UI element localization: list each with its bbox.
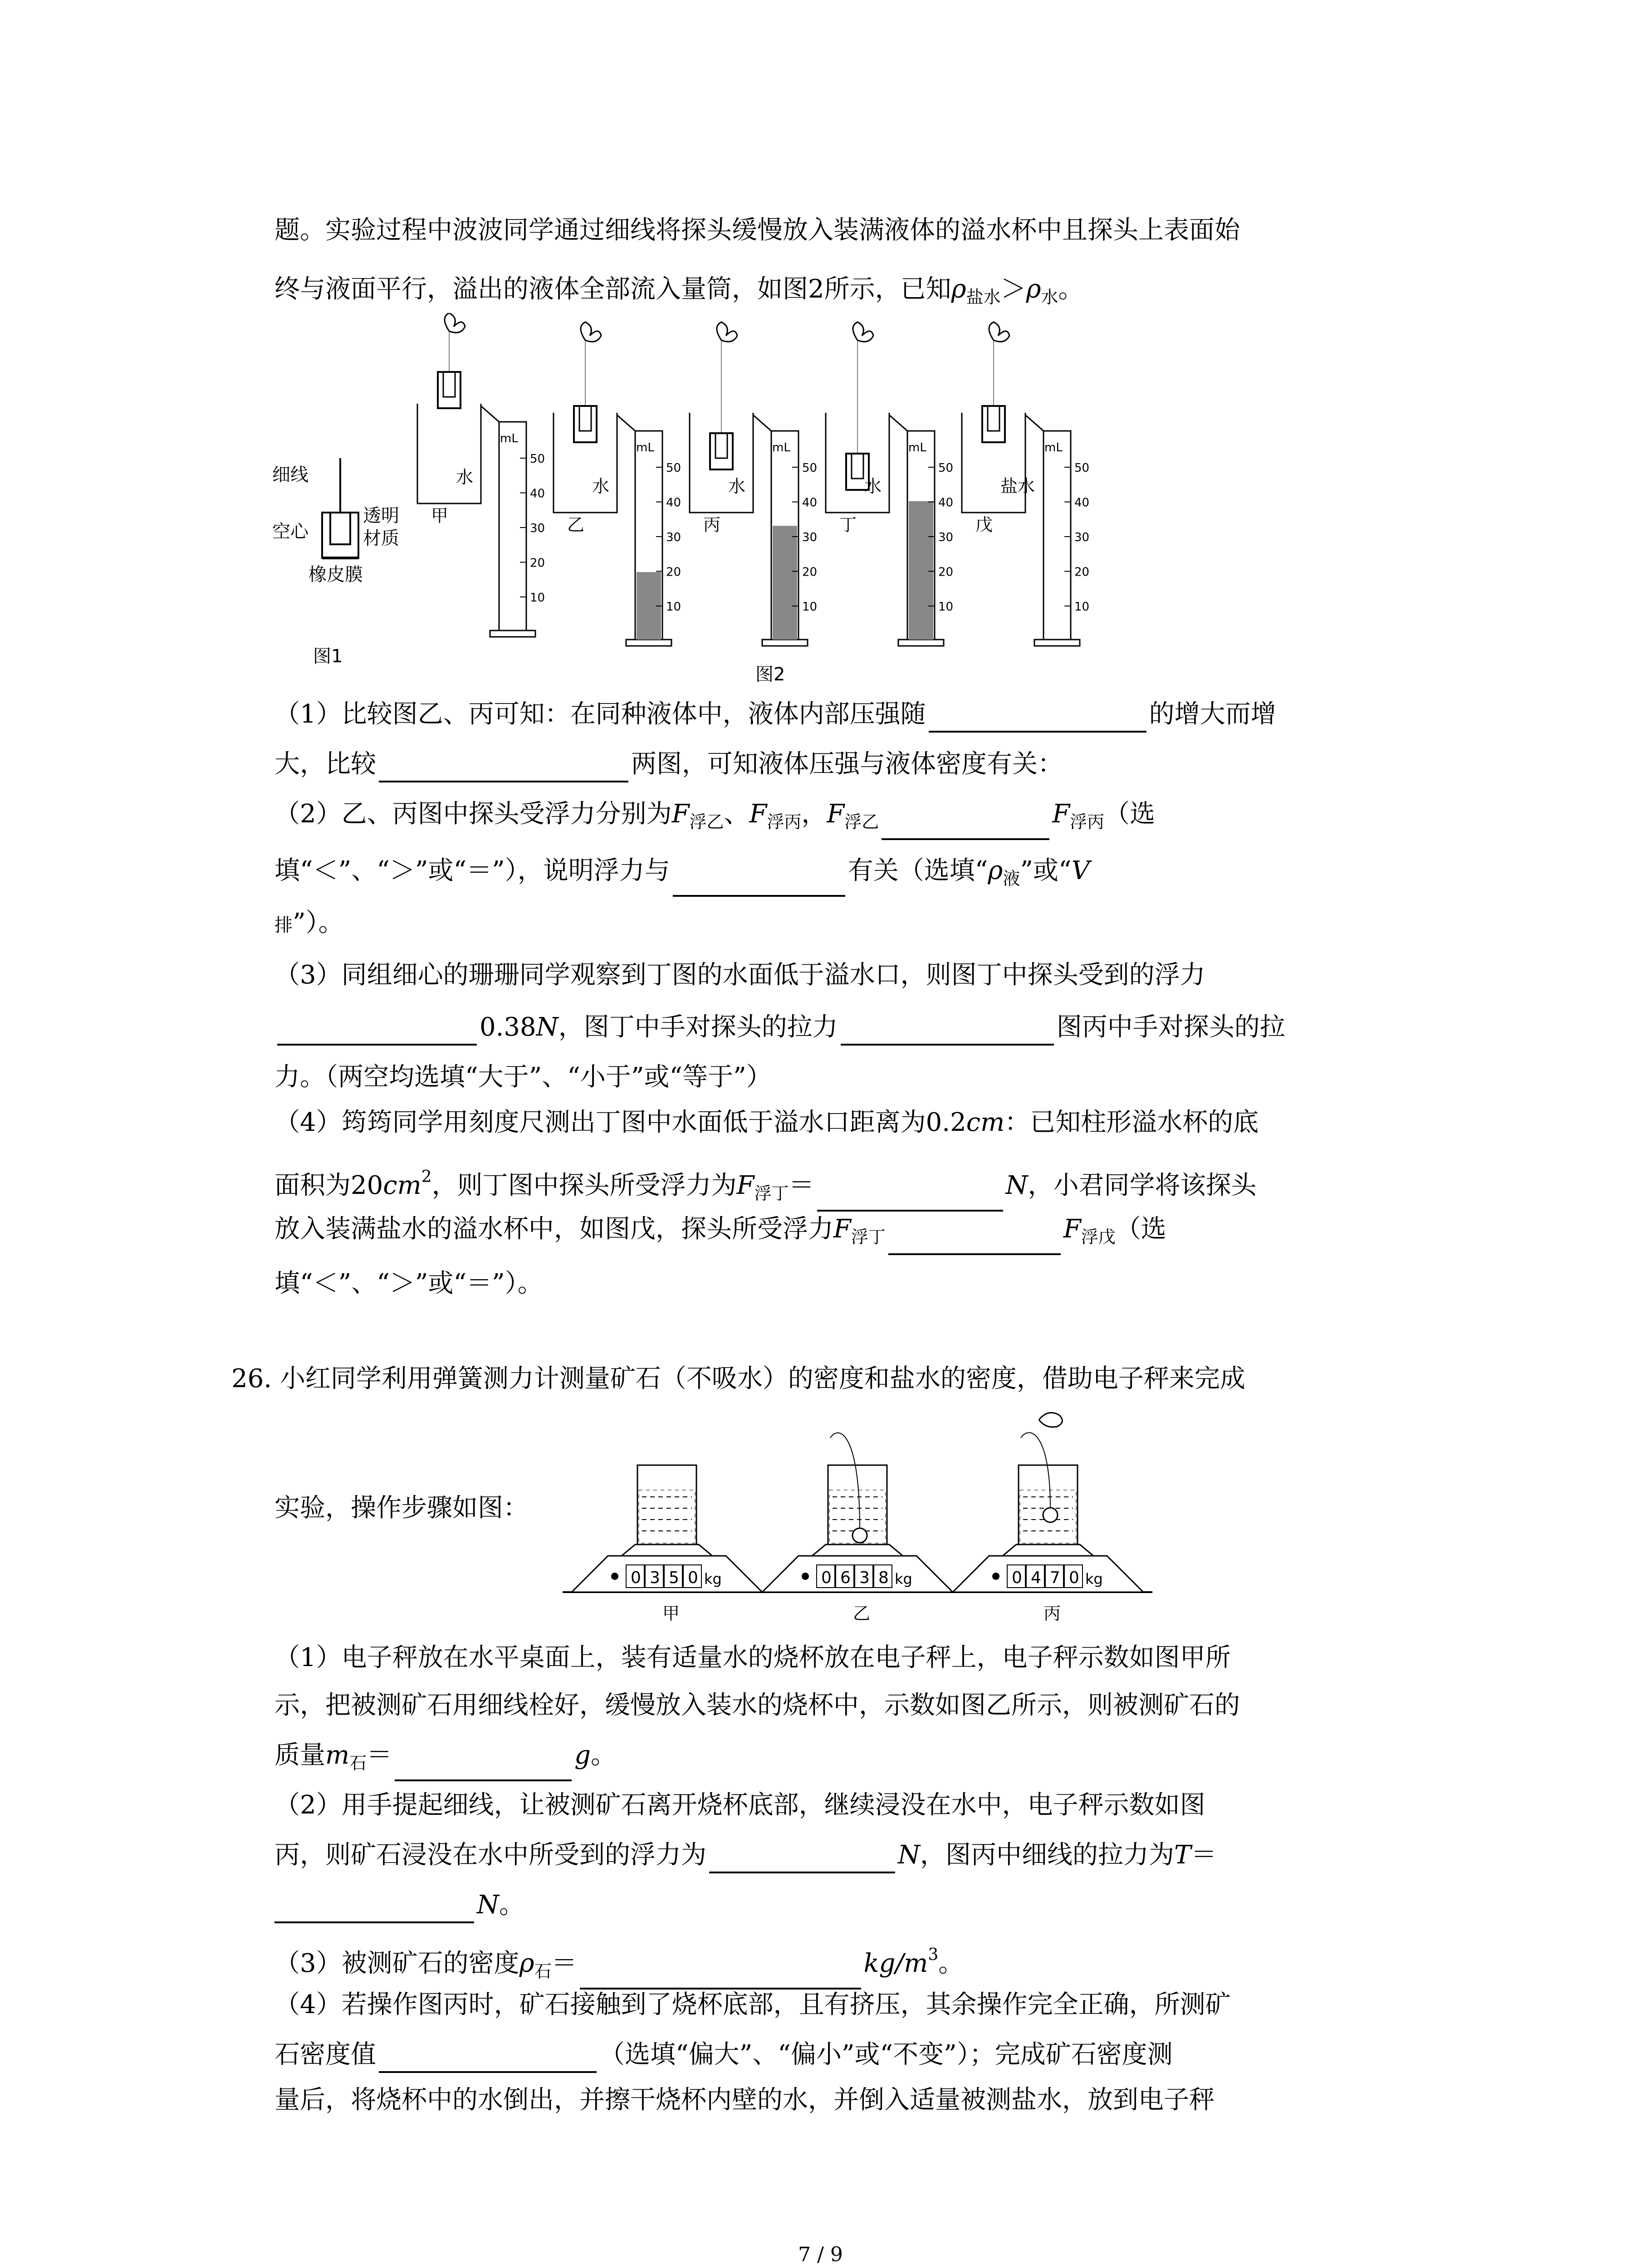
fig2-tick-label-1-1: 40 xyxy=(666,496,681,510)
fig1-caption: 图1 xyxy=(313,646,343,667)
q26-panel-name-0: 甲 xyxy=(662,1603,680,1623)
fig2-spout-0 xyxy=(481,406,499,422)
q25-part2-line3: 排”）。 xyxy=(274,908,344,938)
figure-q26-svg xyxy=(563,1406,1152,1633)
q25-part2-line1: （2）乙、丙图中探头受浮力分别为$F_{浮乙}$、$F_{浮丙}$，$F_{浮乙}$ $F_{浮丙}$（选 xyxy=(274,796,1155,840)
q25-blank-1[interactable] xyxy=(929,704,1146,733)
fig2-beaker-4 xyxy=(962,413,1025,513)
q25-part4-line3: 放入装满盐水的溢水杯中，如图戊，探头所受浮力$F_{浮丁}$ $F_{浮戊}$（选 xyxy=(274,1211,1166,1255)
fig2-beaker-0 xyxy=(417,404,481,503)
fig2-probe-hollow-1 xyxy=(579,406,591,431)
fig2-panel-name-2: 丙 xyxy=(703,515,721,535)
fig2-tick-label-2-4: 10 xyxy=(802,600,818,614)
q26-part4-line2: 石密度值 （选填“偏大”、“偏小”或“不变”）；完成矿石密度测 xyxy=(274,2037,1173,2073)
q26-scale-1 xyxy=(762,1556,953,1592)
fig2-cylinder-unit-0: mL xyxy=(500,432,518,445)
fig2-cylinder-base-4 xyxy=(1034,640,1080,646)
q25-blank-4[interactable] xyxy=(673,868,845,897)
fig2-tick-label-0-3: 20 xyxy=(530,556,545,570)
q25-blank-5[interactable] xyxy=(277,1017,477,1046)
fig2-tick-label-4-1: 40 xyxy=(1074,496,1090,510)
q26-part2-line3: N。 xyxy=(274,1887,524,1923)
fig2-liquid-label-0: 水 xyxy=(456,467,474,487)
q25-part4-line2: 面积为$20cm^2$，则丁图中探头所受浮力为$F_{浮丁}= N$，小君同学将该探头 xyxy=(274,1159,1257,1212)
fig2-spout-3 xyxy=(889,415,907,431)
q26-digit-1-2: 3 xyxy=(859,1569,870,1587)
fig2-spout-4 xyxy=(1025,415,1043,431)
q26-part1-line3: 质量$m_石= g$。 xyxy=(274,1737,616,1781)
q26-unit-1: kg xyxy=(895,1570,912,1588)
fig2-caption: 图2 xyxy=(755,664,785,685)
fig2-tick-label-0-0: 50 xyxy=(530,452,545,466)
fig2-tick-label-3-3: 20 xyxy=(938,565,954,579)
fig2-tick-label-1-3: 20 xyxy=(666,565,681,579)
fig2-spout-1 xyxy=(617,415,635,431)
fig2-tick-label-0-1: 40 xyxy=(530,487,545,501)
q26-digit-1-3: 8 xyxy=(878,1569,889,1587)
fig2-tick-label-1-0: 50 xyxy=(666,461,681,475)
fig2-liquid-label-1: 水 xyxy=(592,476,610,496)
q26-part1-line2: 示，把被测矿石用细线栓好，缓慢放入装水的烧杯中，示数如图乙所示，则被测矿石的 xyxy=(274,1691,1240,1720)
fig2-hand-icon-2 xyxy=(717,322,737,342)
figure-q26-scales xyxy=(563,1406,1152,1633)
q26-part4-line1: （4）若操作图丙时，矿石接触到了烧杯底部，且有挤压，其余操作完全正确，所测矿 xyxy=(274,1990,1231,2019)
fig2-beaker-1 xyxy=(554,413,617,513)
fig2-tick-label-3-0: 50 xyxy=(938,461,954,475)
fig2-cylinder-unit-4: mL xyxy=(1044,441,1063,455)
q26-panel-name-1: 乙 xyxy=(853,1603,871,1623)
fig2-cylinder-unit-3: mL xyxy=(908,441,926,455)
q26-stone-2 xyxy=(1043,1508,1058,1522)
q26-line2: 实验，操作步骤如图： xyxy=(274,1493,529,1523)
q26-digit-2-3: 0 xyxy=(1069,1569,1079,1587)
fig2-tick-label-0-4: 10 xyxy=(530,591,545,605)
figure-2-overflow xyxy=(413,313,1139,685)
q26-hand-icon xyxy=(1039,1413,1062,1427)
fig2-cylinder-base-1 xyxy=(626,640,671,646)
fig2-hand-icon-0 xyxy=(445,313,465,332)
q26-pan-1 xyxy=(812,1545,903,1556)
q26-scale-0 xyxy=(572,1556,762,1592)
fig2-panel-name-4: 戊 xyxy=(975,515,993,535)
fig2-tick-label-2-0: 50 xyxy=(802,461,818,475)
q25-part3-line2: 0.38N，图丁中手对探头的拉力 图丙中手对探头的拉 xyxy=(274,1009,1285,1046)
fig2-cylinder-4 xyxy=(1043,431,1071,640)
q26-blank-3[interactable] xyxy=(274,1894,474,1923)
fig2-probe-hollow-3 xyxy=(852,454,863,479)
q26-unit-2: kg xyxy=(1085,1570,1103,1588)
fig2-tick-label-3-4: 10 xyxy=(938,600,954,614)
q26-pan-2 xyxy=(1003,1545,1093,1556)
q26-part2-line1: （2）用手提起细线，让被测矿石离开烧杯底部，继续浸没在水中，电子秤示数如图 xyxy=(274,1790,1205,1820)
q25-blank-6[interactable] xyxy=(841,1017,1054,1046)
fig2-cylinder-base-3 xyxy=(898,640,944,646)
q26-digit-1-1: 6 xyxy=(840,1569,851,1587)
fig2-liquid-label-2: 水 xyxy=(728,476,746,496)
q26-digit-0-1: 3 xyxy=(650,1569,660,1587)
q26-stone-1 xyxy=(852,1528,867,1543)
q26-digit-0-3: 0 xyxy=(688,1569,698,1587)
q25-part4-line4: 填“＜”、“＞”或“＝”）。 xyxy=(274,1269,543,1298)
q26-beaker-0 xyxy=(637,1465,696,1545)
q26-water-0 xyxy=(639,1490,695,1543)
fig2-cylinder-liquid-2 xyxy=(773,526,797,640)
fig2-probe-1 xyxy=(574,406,597,442)
q26-digit-0-2: 5 xyxy=(669,1569,679,1587)
fig2-tick-label-4-0: 50 xyxy=(1074,461,1090,475)
q26-digit-2-1: 4 xyxy=(1031,1569,1041,1587)
q26-string-1 xyxy=(830,1433,860,1528)
intro-line-1: 题。实验过程中波波同学通过细线将探头缓慢放入装满液体的溢水杯中且探头上表面始 xyxy=(274,215,1240,245)
q26-blank-4[interactable] xyxy=(580,1960,861,1989)
fig2-liquid-label-3: 水 xyxy=(864,476,882,496)
q26-digit-2-2: 7 xyxy=(1050,1569,1060,1587)
q25-blank-8[interactable] xyxy=(888,1226,1061,1255)
fig2-liquid-label-4: 盐水 xyxy=(1000,476,1035,496)
q26-pan-0 xyxy=(622,1545,712,1556)
q26-blank-1[interactable] xyxy=(395,1752,572,1781)
fig1-label-membrane: 橡皮膜 xyxy=(309,564,363,585)
fig1-label-material: 材质 xyxy=(363,528,399,549)
fig2-cylinder-liquid-3 xyxy=(909,501,933,640)
fig1-label-thread: 细线 xyxy=(272,464,309,485)
q26-part4-line3: 量后，将烧杯中的水倒出，并擦干烧杯内壁的水，并倒入适量被测盐水，放到电子秤 xyxy=(274,2085,1215,2115)
fig2-cylinder-base-0 xyxy=(490,631,535,637)
fig2-panel-name-1: 乙 xyxy=(567,515,585,535)
fig2-cylinder-unit-2: mL xyxy=(772,441,790,455)
q26-scale-2 xyxy=(953,1556,1143,1592)
fig2-tick-label-4-4: 10 xyxy=(1074,600,1090,614)
fig1-label-transparent: 透明 xyxy=(363,505,399,526)
q26-scale-button-0 xyxy=(611,1573,618,1580)
q25-blank-7[interactable] xyxy=(817,1183,1003,1212)
figure-1-probe xyxy=(272,449,422,667)
fig2-hand-icon-1 xyxy=(581,322,601,342)
fig2-tick-label-2-3: 20 xyxy=(802,565,818,579)
fig2-probe-0 xyxy=(438,372,460,408)
fig2-probe-4 xyxy=(982,406,1005,442)
q26-blank-5[interactable] xyxy=(379,2044,597,2073)
fig2-tick-label-0-2: 30 xyxy=(530,522,545,535)
fig2-hand-icon-3 xyxy=(853,322,873,342)
q25-part1-line1: （1）比较图乙、丙可知：在同种液体中，液体内部压强随 的增大而增 xyxy=(274,696,1276,733)
q26-part1-line1: （1）电子秤放在水平桌面上，装有适量水的烧杯放在电子秤上，电子秤示数如图甲所 xyxy=(274,1643,1231,1672)
fig2-probe-hollow-0 xyxy=(443,372,455,397)
q25-part2-line2: 填“＜”、“＞”或“＝”），说明浮力与 有关（选填“$\rho_液$”或“V xyxy=(274,853,1090,897)
fig2-tick-label-4-2: 30 xyxy=(1074,531,1090,544)
q26-part3-line1: （3）被测矿石的密度$\rho_石= kg/m^3$。 xyxy=(274,1937,964,1989)
fig2-tick-label-1-2: 30 xyxy=(666,531,681,544)
fig2-panel-name-0: 甲 xyxy=(431,506,449,526)
q26-line1: 26. 小红同学利用弹簧测力计测量矿石（不吸水）的密度和盐水的密度，借助电子秤来完成 xyxy=(231,1364,1245,1393)
q25-blank-3[interactable] xyxy=(882,811,1049,840)
q26-unit-0: kg xyxy=(704,1570,722,1588)
q26-digit-2-0: 0 xyxy=(1012,1569,1022,1587)
fig2-cylinder-base-2 xyxy=(762,640,808,646)
fig2-tick-label-3-1: 40 xyxy=(938,496,954,510)
q26-scale-button-2 xyxy=(992,1573,999,1580)
figure-2-svg xyxy=(413,313,1139,685)
q25-part4-line1: （4）筠筠同学用刻度尺测出丁图中水面低于溢水口距离为0.2cm：已知柱形溢水杯的底 xyxy=(274,1108,1259,1137)
fig2-panel-name-3: 丁 xyxy=(839,515,857,535)
q26-beaker-2 xyxy=(1019,1465,1078,1545)
fig2-probe-hollow-2 xyxy=(715,433,727,458)
fig2-probe-2 xyxy=(710,433,733,469)
fig2-tick-label-4-3: 20 xyxy=(1074,565,1090,579)
q25-part1-line2: 大，比较 两图，可知液体压强与液体密度有关： xyxy=(274,746,1063,782)
page-number: 7 / 9 xyxy=(798,2243,843,2266)
fig2-tick-label-2-1: 40 xyxy=(802,496,818,510)
intro-line-2: 终与液面平行，溢出的液体全部流入量筒，如图2所示，已知$\rho_{盐水}>\rho_水$。 xyxy=(274,274,1084,307)
q25-blank-2[interactable] xyxy=(379,753,628,782)
fig2-hand-icon-4 xyxy=(989,322,1009,342)
fig2-cylinder-0 xyxy=(499,422,526,631)
q26-part2-line2: 丙，则矿石浸没在水中所受到的浮力为 N，图丙中细线的拉力为T＝ xyxy=(274,1837,1216,1873)
q26-panel-name-2: 丙 xyxy=(1043,1603,1061,1623)
fig2-tick-label-3-2: 30 xyxy=(938,531,954,544)
q26-digit-0-0: 0 xyxy=(631,1569,641,1587)
fig2-probe-hollow-4 xyxy=(988,406,999,431)
fig2-spout-2 xyxy=(753,415,771,431)
q26-scale-button-1 xyxy=(802,1573,809,1580)
fig2-tick-label-2-2: 30 xyxy=(802,531,818,544)
q26-blank-2[interactable] xyxy=(709,1844,895,1873)
fig2-tick-label-1-4: 10 xyxy=(666,600,681,614)
fig2-cylinder-unit-1: mL xyxy=(636,441,654,455)
fig1-label-hollow: 空心 xyxy=(272,521,309,542)
q26-digit-1-0: 0 xyxy=(821,1569,832,1587)
q25-part3-line3: 力。（两空均选填“大于”、“小于”或“等于”） xyxy=(274,1062,772,1092)
q25-part3-line1: （3）同组细心的珊珊同学观察到丁图的水面低于溢水口，则图丁中探头受到的浮力 xyxy=(274,960,1205,990)
